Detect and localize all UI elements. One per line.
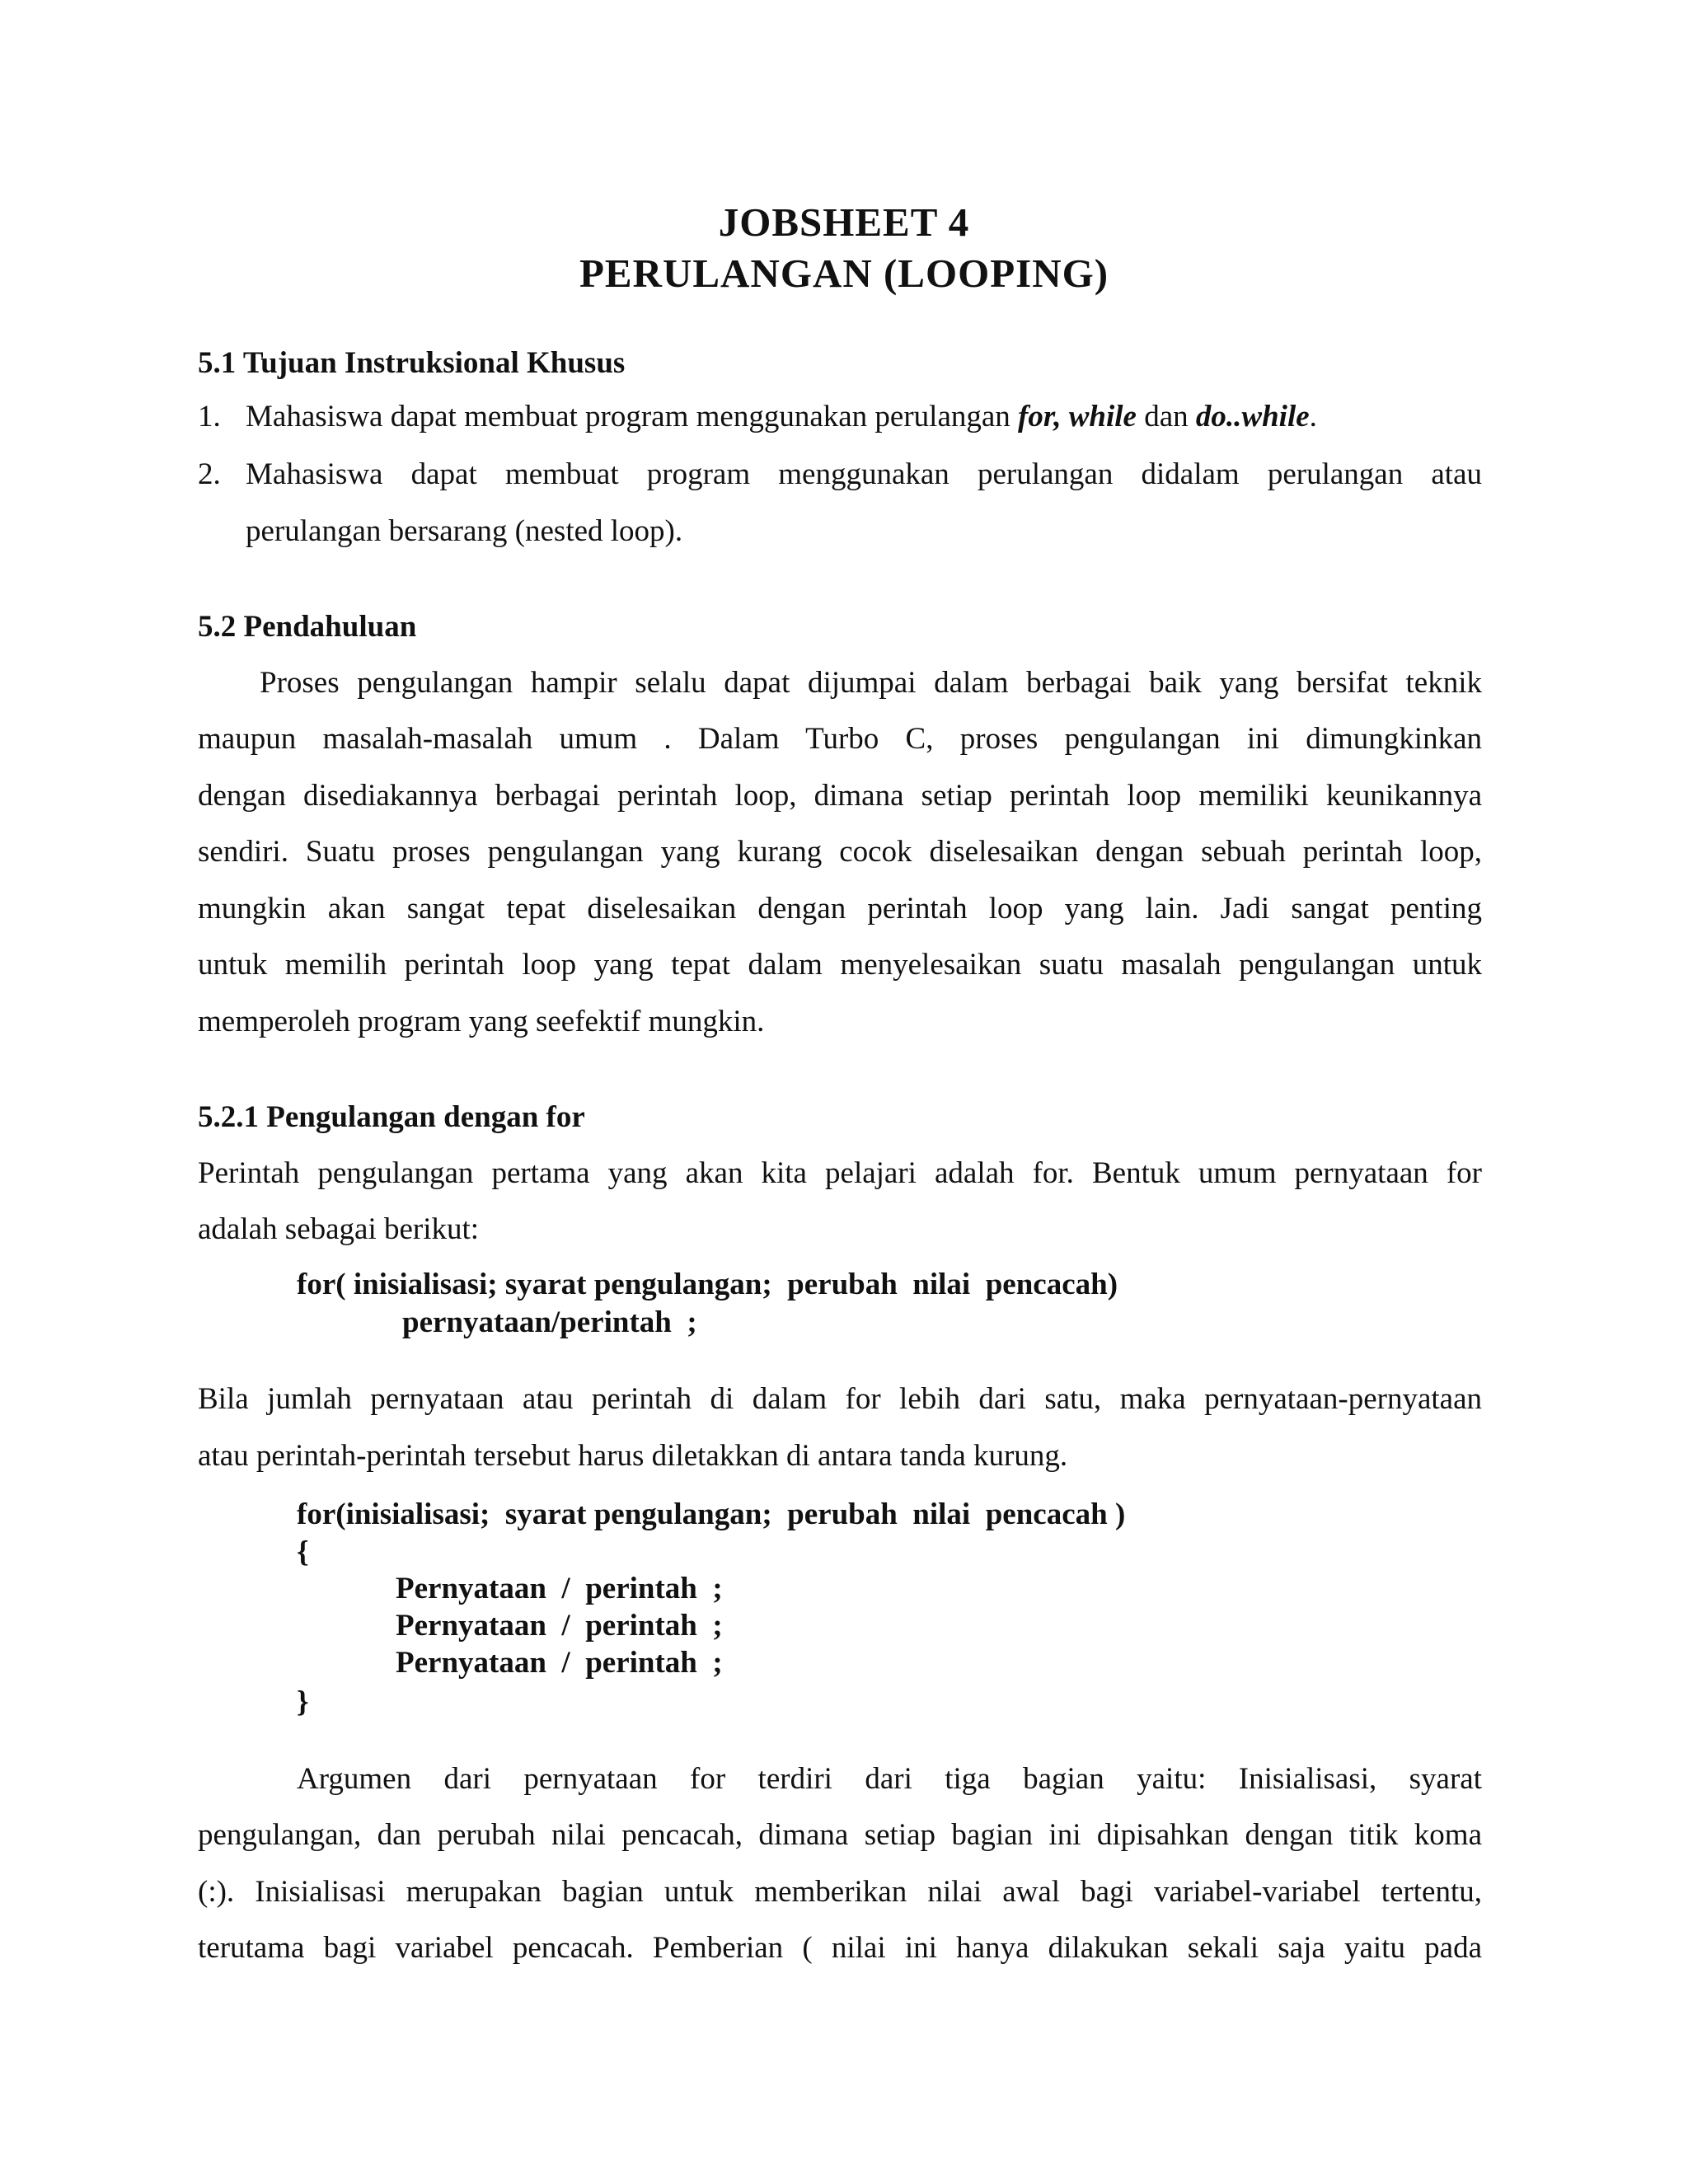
paragraph-line: pengulangan, dan perubah nilai pencacah, dimana setiap bagian ini dipisahkan dengan titik koma (198, 1818, 1482, 1852)
paragraph-line: untuk memilih perintah loop yang tepat dalam menyelesaikan suatu masalah pengulangan untuk (198, 948, 1482, 982)
paragraph-line: maupun masalah-masalah umum . Dalam Turbo C, proses pengulangan ini dimungkinkan (198, 722, 1482, 756)
section-heading-5-2: 5.2 Pendahuluan (198, 610, 417, 644)
paragraph-line: adalah sebagai berikut: (198, 1212, 480, 1246)
paragraph-line: mungkin akan sangat tepat diselesaikan dengan perintah loop yang lain. Jadi sangat penting (198, 892, 1482, 926)
code-line: Pernyataan / perintah ; (396, 1609, 723, 1643)
code-line: Pernyataan / perintah ; (396, 1572, 723, 1605)
paragraph-line: memperoleh program yang seefektif mungkin. (198, 1005, 765, 1038)
paragraph-line: Perintah pengulangan pertama yang akan kita pelajari adalah for. Bentuk umum pernyataan for (198, 1156, 1482, 1190)
code-line: } (297, 1685, 309, 1719)
paragraph-line: sendiri. Suatu proses pengulangan yang kurang cocok diselesaikan dengan sebuah perintah loop, (198, 835, 1482, 869)
paragraph-line: Argumen dari pernyataan for terdiri dari tiga bagian yaitu: Inisialisasi, syarat (297, 1762, 1482, 1796)
list-item-1-text-start: Mahasiswa dapat membuat program menggunakan perulangan (246, 400, 1019, 434)
list-item-1-text-end: . (1309, 400, 1317, 434)
code-line: pernyataan/perintah ; (402, 1305, 697, 1339)
section-heading-5-2-1: 5.2.1 Pengulangan dengan for (198, 1100, 585, 1134)
paragraph-line: (:). Inisialisasi merupakan bagian untuk memberikan nilai awal bagi variabel-variabel tertentu, (198, 1875, 1482, 1909)
list-item-1-keyword-for-while: for, while (1018, 400, 1137, 434)
list-item-1-keyword-do-while: do..while (1195, 400, 1310, 434)
list-number-1: 1. (198, 400, 221, 434)
code-line: Pernyataan / perintah ; (396, 1646, 723, 1680)
list-item-1-text-mid: dan (1136, 400, 1196, 434)
code-line: { (297, 1535, 309, 1569)
list-number-2: 2. (198, 457, 221, 491)
paragraph-line: Proses pengulangan hampir selalu dapat dijumpai dalam berbagai baik yang bersifat teknik (260, 666, 1482, 700)
code-line: for(inisialisasi; syarat pengulangan; perubah nilai pencacah ) (297, 1497, 1126, 1531)
paragraph-line: dengan disediakannya berbagai perintah loop, dimana setiap perintah loop memiliki keunikannya (198, 779, 1482, 813)
list-item-2-line-2: perulangan bersarang (nested loop). (246, 514, 683, 548)
document-subtitle: PERULANGAN (LOOPING) (579, 251, 1109, 296)
list-item-2-line-1: Mahasiswa dapat membuat program menggunakan perulangan didalam perulangan atau (246, 457, 1482, 491)
paragraph-line: terutama bagi variabel pencacah. Pemberian ( nilai ini hanya dilakukan sekali saja yaitu pada (198, 1931, 1482, 1965)
document-title: JOBSHEET 4 (718, 199, 970, 245)
section-heading-5-1: 5.1 Tujuan Instruksional Khusus (198, 346, 626, 380)
paragraph-line: Bila jumlah pernyataan atau perintah di dalam for lebih dari satu, maka pernyataan-pernyataan (198, 1382, 1482, 1416)
paragraph-line: atau perintah-perintah tersebut harus diletakkan di antara tanda kurung. (198, 1439, 1068, 1473)
list-item-1 (246, 398, 1317, 436)
code-line: for( inisialisasi; syarat pengulangan; perubah nilai pencacah) (297, 1268, 1118, 1301)
